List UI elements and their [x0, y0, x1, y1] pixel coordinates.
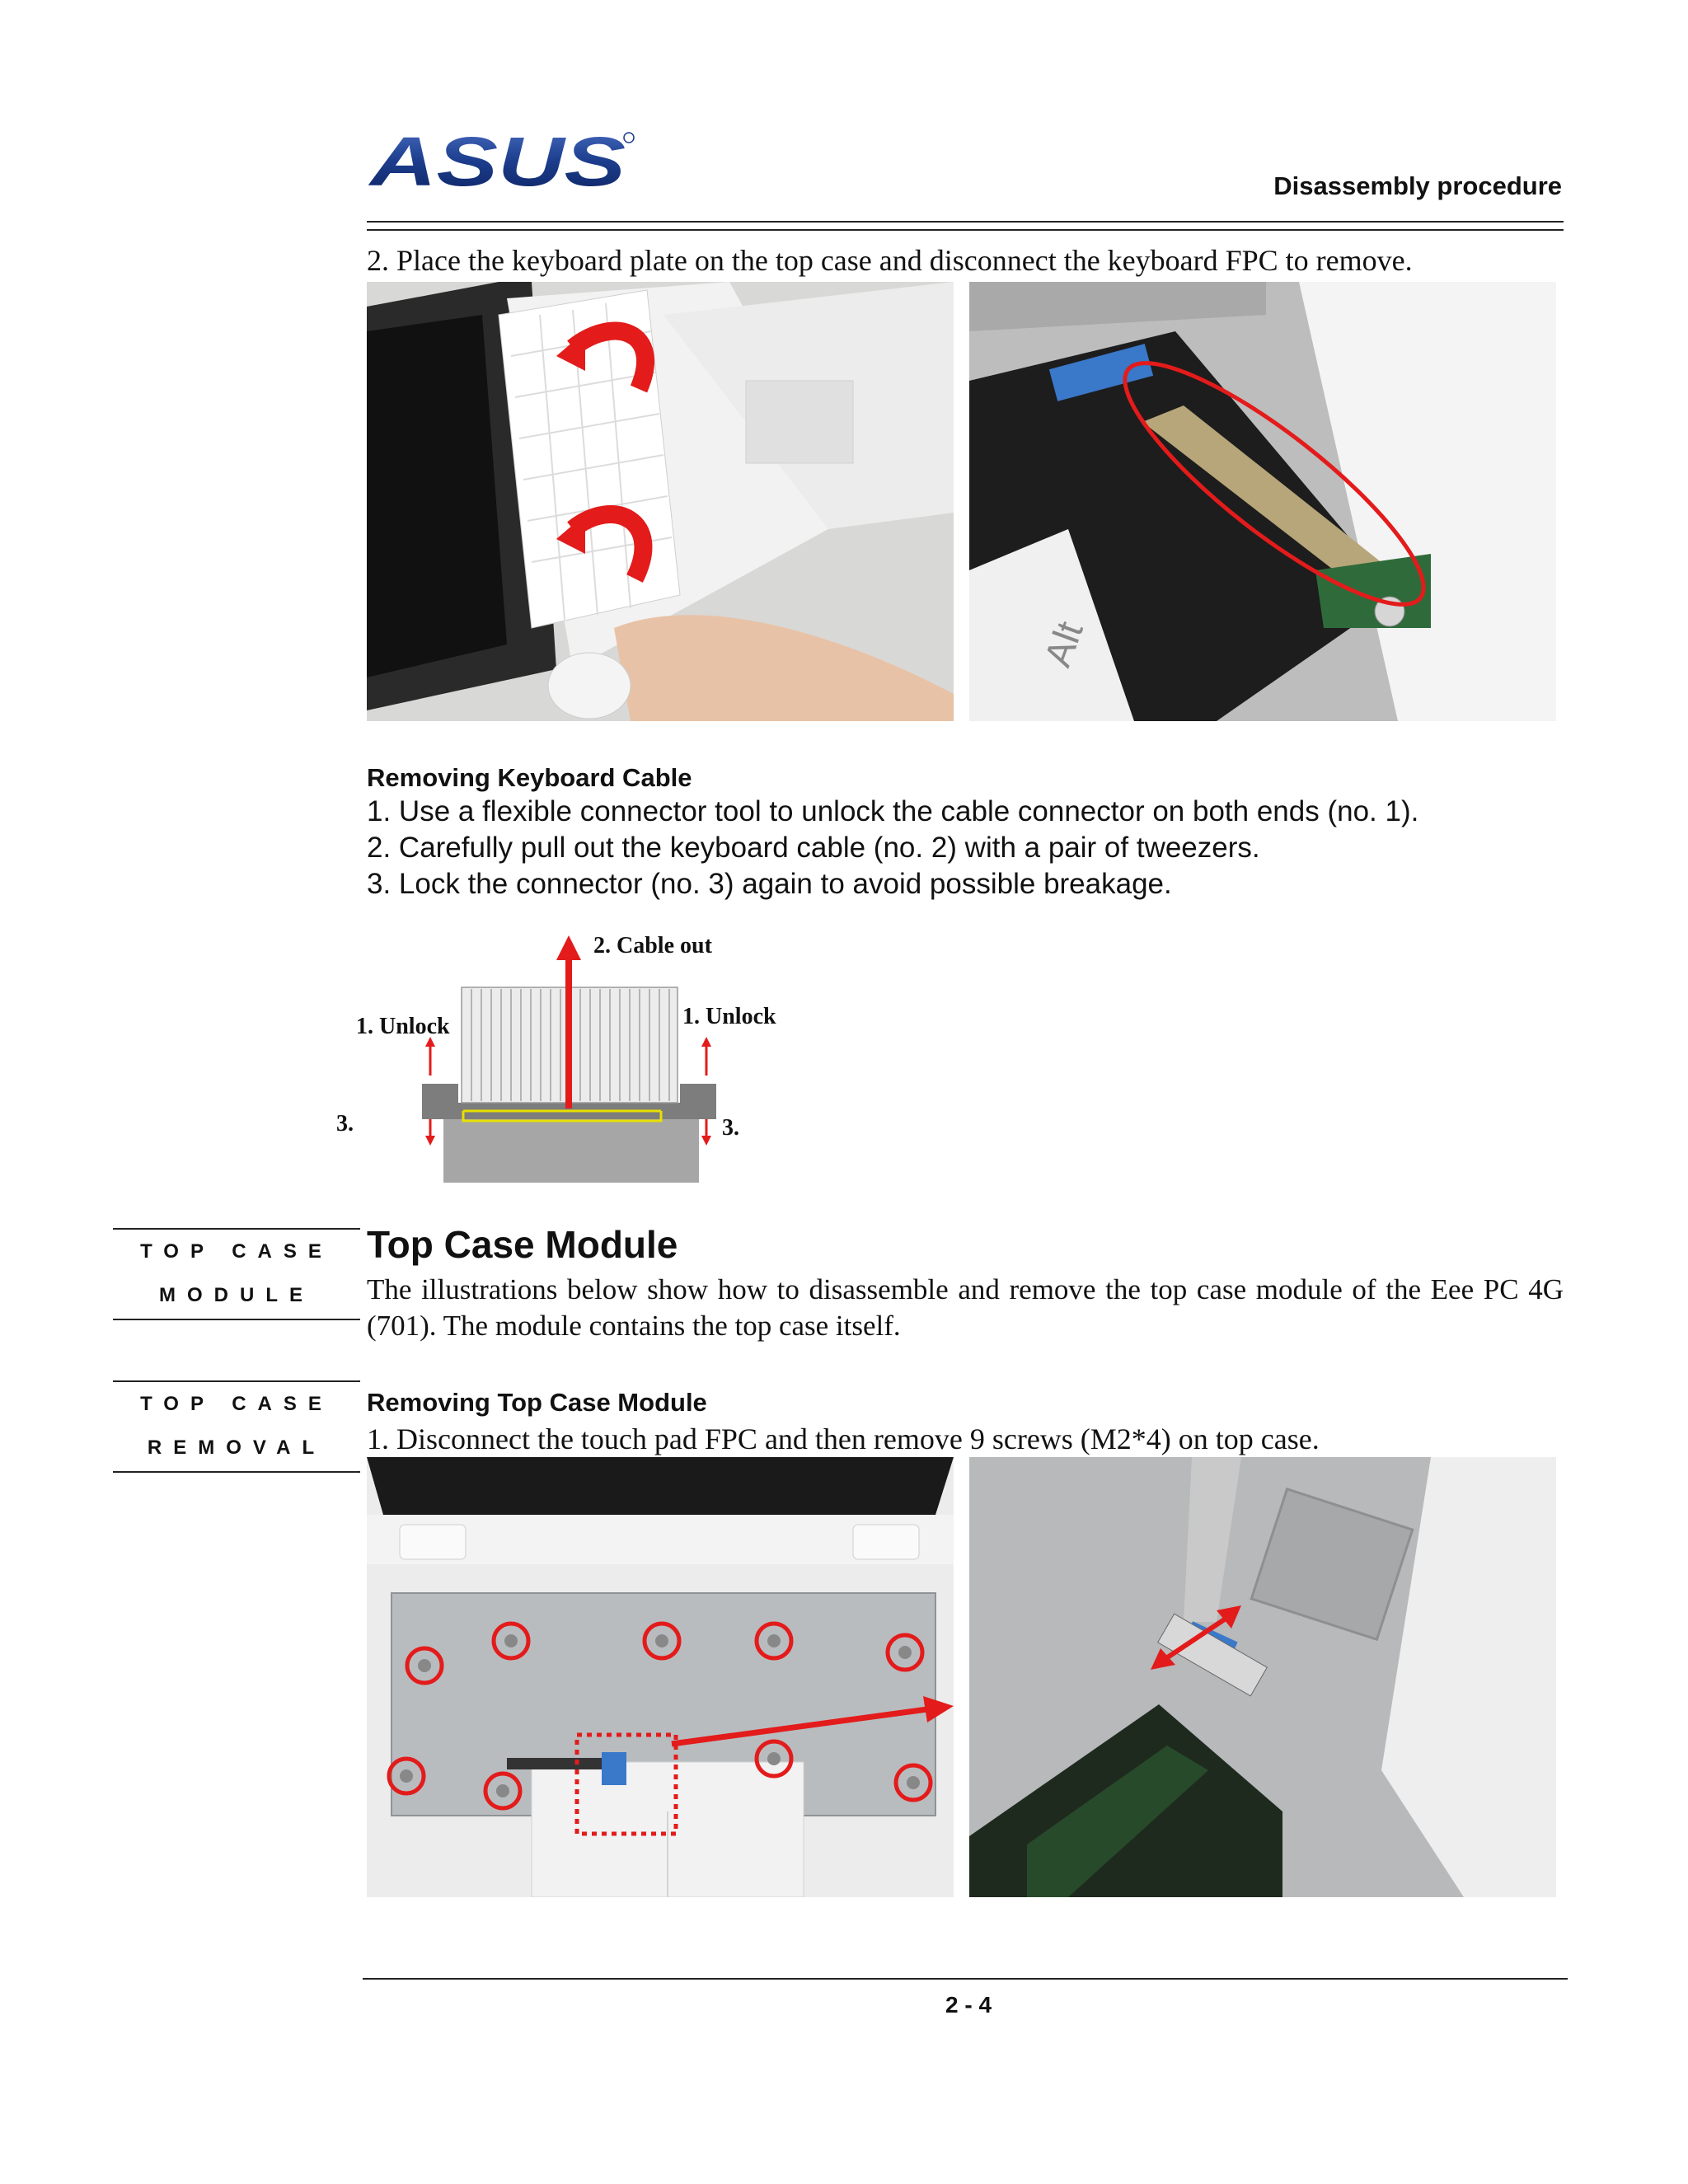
photo-touchpad-fpc — [969, 1457, 1556, 1897]
keyboard-cable-line-3: 3. Lock the connector (no. 3) again to avoid possible breakage. — [367, 868, 1172, 900]
photo-top-case-screws — [367, 1457, 954, 1897]
top-case-step-1: 1. Disconnect the touch pad FPC and then remove 9 screws (M2*4) on top case. — [367, 1422, 1320, 1455]
sidebar-label-top-case: TOP CASE — [140, 1240, 333, 1263]
sidebar-rule-removal-top — [113, 1380, 360, 1382]
top-case-heading: Top Case Module — [367, 1223, 678, 1266]
sidebar-label-top-case-2: TOP CASE — [140, 1393, 333, 1415]
keyboard-cable-title: Removing Keyboard Cable — [367, 763, 692, 792]
diagram-label-unlock-left: 1. Unlock — [356, 1014, 450, 1039]
diagram-label-cable-out: 2. Cable out — [593, 933, 712, 958]
section-title: Disassembly procedure — [1273, 171, 1562, 200]
keyboard-cable-line-1: 1. Use a flexible connector tool to unlock the cable connector on both ends (no. 1). — [367, 795, 1419, 827]
sidebar-rule-bottom — [113, 1319, 360, 1320]
sidebar-label-module: MODULE — [159, 1284, 314, 1306]
logo-text: ASUS — [368, 128, 626, 194]
sidebar-label-removal: REMOVAL — [147, 1436, 326, 1459]
diagram-label-lock-right: 3. — [722, 1115, 739, 1141]
page-number: 2 - 4 — [945, 1992, 992, 2018]
photo-keyboard-lift — [367, 282, 954, 721]
diagram-label-unlock-right: 1. Unlock — [682, 1004, 776, 1029]
footer-rule — [363, 1978, 1568, 1980]
photo-keyboard-connector — [969, 282, 1556, 721]
step-keyboard-text: 2. Place the keyboard plate on the top case and disconnect the keyboard FPC to remove. — [367, 244, 1413, 277]
svg-text:Alt: Alt — [1035, 616, 1091, 673]
diagram-label-lock-left: 3. — [336, 1111, 354, 1137]
asus-logo — [367, 128, 639, 194]
top-case-description: The illustrations below show how to disassemble and remove the top case module of the Eee PC 4G (701). The module contains the top case itself. — [367, 1273, 1564, 1342]
sidebar-rule-top — [113, 1228, 360, 1230]
keyboard-cable-line-2: 2. Carefully pull out the keyboard cable (no. 2) with a pair of tweezers. — [367, 832, 1260, 864]
sidebar-rule-removal-bottom — [113, 1471, 360, 1473]
cable-diagram — [330, 923, 808, 1195]
removing-top-case-title: Removing Top Case Module — [367, 1388, 707, 1417]
header-divider — [367, 221, 1564, 231]
